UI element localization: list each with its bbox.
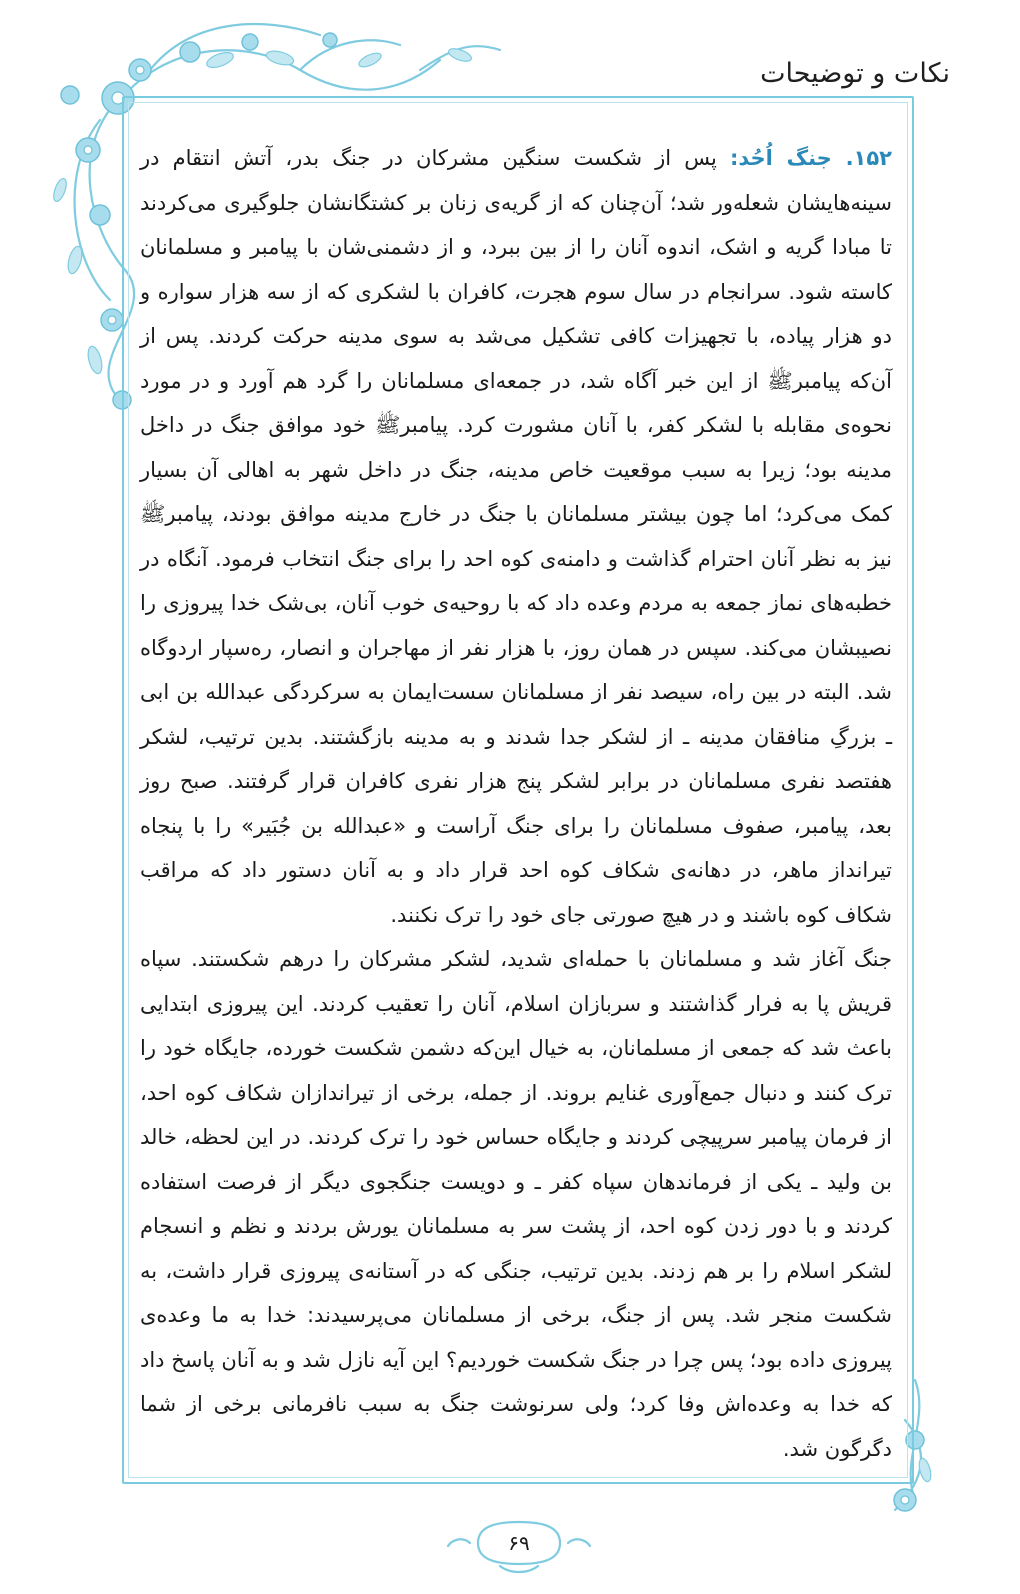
page-number: ۶۹ [508, 1531, 530, 1555]
note-content [140, 136, 892, 1471]
note-paragraph-1-text: پس از شکست سنگین مشرکان در جنگ بدر، آتش انتقام در سینه‌هایشان شعله‌ور شد؛ آن‌چنان که از گریه‌ی زنان بر کشتگانشان جلوگیری می‌کردند تا مبادا گریه و اشک، اندوه آنان را از بین ببرد، و از دشمنی‌شان با پیامبر و مسلمانان کاسته شود. سرانجام در سال سوم هجرت، کافران با لشکری که از سه هزار سواره و دو هزار پیاده، با تجهیزات کافی تشکیل می‌شد به سوی مدینه حرکت کردند. پس از آن‌که پیامبرﷺ از این خبر آگاه شد، در جمعه‌ای مسلمانان را گرد هم آورد و در مورد نحوه‌ی مقابله با لشکر کفر، با آنان مشورت کرد. پیامبرﷺ خود موافق جنگ در داخل مدینه بود؛ زیرا به سبب موقعیت خاص مدینه، جنگ در داخل شهر به اهالی آن بسیار کمک می‌کرد؛ اما چون بیشتر مسلمانان با جنگ در خارج مدینه موافق بودند، پیامبرﷺ نیز به نظر آنان احترام گذاشت و دامنه‌ی کوه احد را برای جنگ انتخاب فرمود. آنگاه در خطبه‌های نماز جمعه به مردم وعده داد که با روحیه‌ی خوب آنان، بی‌شک خدا پیروزی را نصیبشان می‌کند. سپس در همان روز، با هزار نفر از مهاجران و انصار، ره‌سپار اردوگاه شد. البته در بین راه، سیصد نفر از مسلمانان سست‌ایمان به سرکردگی عبدالله بن ابی ـ بزرگِ منافقان مدینه ـ از لشکر جدا شدند و به مدینه بازگشتند. بدین ترتیب، لشکر هفتصد نفری مسلمانان در برابر لشکر پنج هزار نفری کافران قرار گرفتند. صبح روز بعد، پیامبر، صفوف مسلمانان را برای جنگ آراست و «عبدالله بن جُبَیر» را با پنجاه تیرانداز ماهر، در دهانه‌ی شکاف کوه احد قرار داد و به آنان دستور داد که مراقب شکاف کوه باشند و در هیچ صورتی جای خود را ترک نکنند. [140, 146, 892, 927]
page-number-cartouche [478, 1521, 560, 1565]
page-header-title: نکات و توضیحات [760, 58, 950, 89]
note-paragraph-1 [140, 136, 892, 937]
note-number-heading: ۱۵۲. جنگ اُحُد: [730, 146, 892, 170]
note-paragraph-2: جنگ آغاز شد و مسلمانان با حمله‌ای شدید، لشکر مشرکان را درهم شکستند. سپاه قریش پا به فرار گذاشتند و سربازان اسلام، آنان را تعقیب کردند. این پیروزی ابتدایی باعث شد که جمعی از مسلمانان، به خیال این‌که دشمن شکست خورده، جایگاه خود را ترک کنند و دنبال جمع‌آوری غنایم بروند. از جمله، برخی از تیراندازان شکاف کوه احد، از فرمان پیامبر سرپیچی کردند و جایگاه حساس خود را ترک کردند. در این لحظه، خالد بن ولید ـ یکی از فرماندهان سپاه کفر ـ و دویست جنگجوی دیگر از فرصت استفاده کردند و با دور زدن کوه احد، از پشت سر به مسلمانان یورش بردند و نظم و انسجام لشکر اسلام را بر هم زدند. بدین ترتیب، جنگی که در آستانه‌ی پیروزی قرار داشت، به شکست منجر شد. پس از جنگ، برخی از مسلمانان می‌پرسیدند: خدا به ما وعده‌ی پیروزی داده بود؛ پس چرا در جنگ شکست خوردیم؟ این آیه نازل شد و به آنان پاسخ داد که خدا به وعده‌اش وفا کرد؛ ولی سرنوشت جنگ به سبب نافرمانی برخی از شما دگرگون شد. [140, 947, 892, 1461]
